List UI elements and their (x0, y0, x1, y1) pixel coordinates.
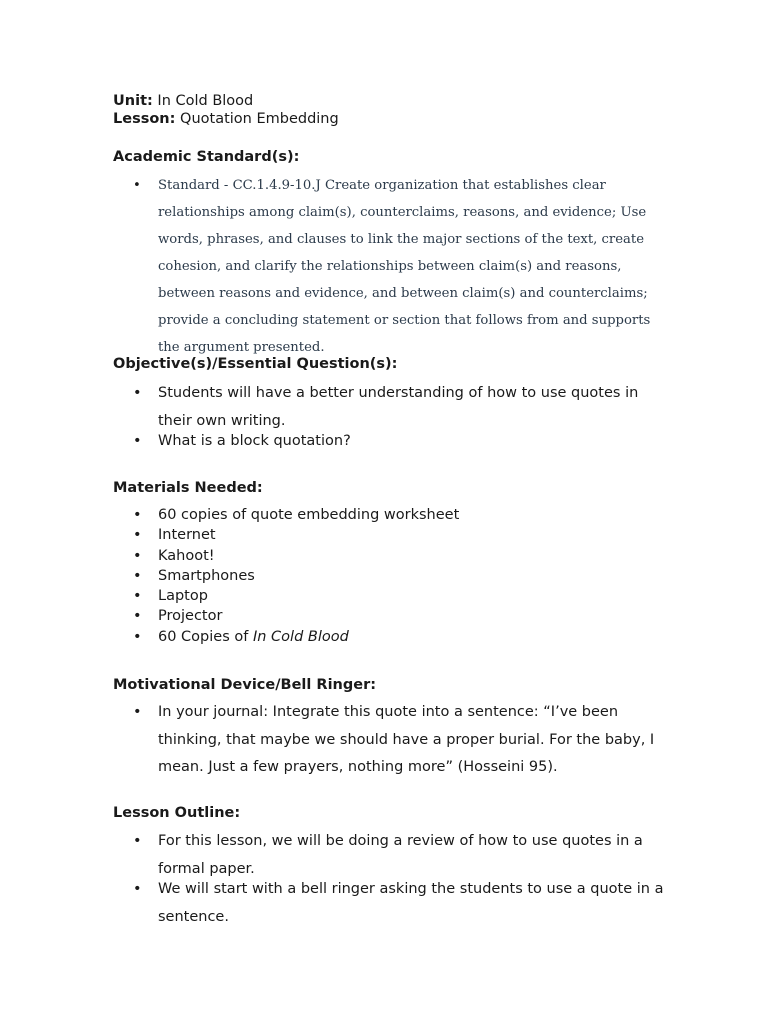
list-item (113, 606, 673, 626)
material-text-prefix: 60 Copies of (158, 628, 253, 645)
lesson-plan-document (113, 92, 673, 925)
list-item (113, 828, 673, 883)
book-title: In Cold Blood (252, 628, 349, 645)
list-item (113, 379, 673, 435)
bullet-icon: • (133, 385, 142, 401)
lesson-outline-heading: Lesson Outline: (113, 805, 241, 821)
outline-text: For this lesson, we will be doing a review of how to use quotes in a formal paper. (158, 833, 643, 877)
list-item (113, 546, 673, 566)
bullet-icon: • (133, 881, 142, 897)
lesson-outline-list (113, 828, 673, 931)
material-text: Laptop (158, 588, 208, 605)
bullet-icon: • (133, 833, 142, 849)
lesson-label: Lesson: (113, 111, 176, 127)
unit-line (113, 92, 673, 110)
bullet-icon: • (133, 527, 142, 544)
bullet-icon: • (133, 433, 142, 449)
material-text: 60 copies of quote embedding worksheet (158, 507, 460, 523)
lesson-value: Quotation Embedding (180, 111, 339, 127)
material-text: Smartphones (158, 567, 255, 584)
objective-text: What is a block quotation? (158, 433, 351, 449)
bullet-icon: • (133, 628, 142, 645)
list-item (113, 505, 673, 525)
bullet-icon: • (133, 588, 142, 605)
material-text: Internet (158, 527, 216, 544)
bullet-icon: • (133, 567, 142, 584)
objectives-heading: Objective(s)/Essential Question(s): (113, 356, 398, 372)
list-item (113, 566, 673, 586)
materials-heading: Materials Needed: (113, 480, 263, 496)
academic-standards-list (113, 172, 673, 361)
lesson-line (113, 110, 673, 128)
list-item (113, 586, 673, 606)
bell-ringer-text: In your journal: Integrate this quote into a sentence: “I’ve been thinking, that maybe we should have a proper burial. For the baby, I mean. Just a few prayers, nothing more” (Hosseini 95). (158, 704, 655, 775)
bullet-icon: • (133, 507, 142, 523)
bullet-icon: • (133, 547, 142, 564)
objective-text: Students will have a better understanding of how to use quotes in their own writing. (158, 385, 639, 429)
bullet-icon: • (133, 608, 142, 625)
list-item (113, 525, 673, 545)
objectives-list (113, 379, 673, 451)
list-item (113, 699, 673, 782)
unit-value: In Cold Blood (157, 93, 254, 109)
list-item (113, 627, 673, 647)
material-text: Projector (158, 608, 223, 625)
material-text: Kahoot! (158, 547, 215, 564)
bullet-icon: • (133, 178, 141, 193)
list-item (113, 876, 673, 931)
motivational-device-list (113, 699, 673, 782)
list-item (113, 431, 673, 451)
materials-list (113, 505, 673, 647)
unit-label: Unit: (113, 93, 153, 109)
outline-text: We will start with a bell ringer asking the students to use a quote in a sentence. (158, 881, 664, 925)
motivational-device-heading: Motivational Device/Bell Ringer: (113, 677, 377, 693)
bullet-icon: • (133, 704, 142, 720)
list-item (113, 172, 673, 361)
academic-standards-heading: Academic Standard(s): (113, 149, 300, 165)
standard-text: Standard - CC.1.4.9-10.J Create organization that establishes clear relationships among claim(s), counterclaims, reasons, and evidence; Use words, phrases, and clauses to link the major sections of the text, create cohesion, and clarify the relationships between claim(s) and reasons, between reasons and evidence, and between claim(s) and counterclaims; provide a concluding statement or section that follows from and supports the argument presented. (158, 178, 651, 355)
